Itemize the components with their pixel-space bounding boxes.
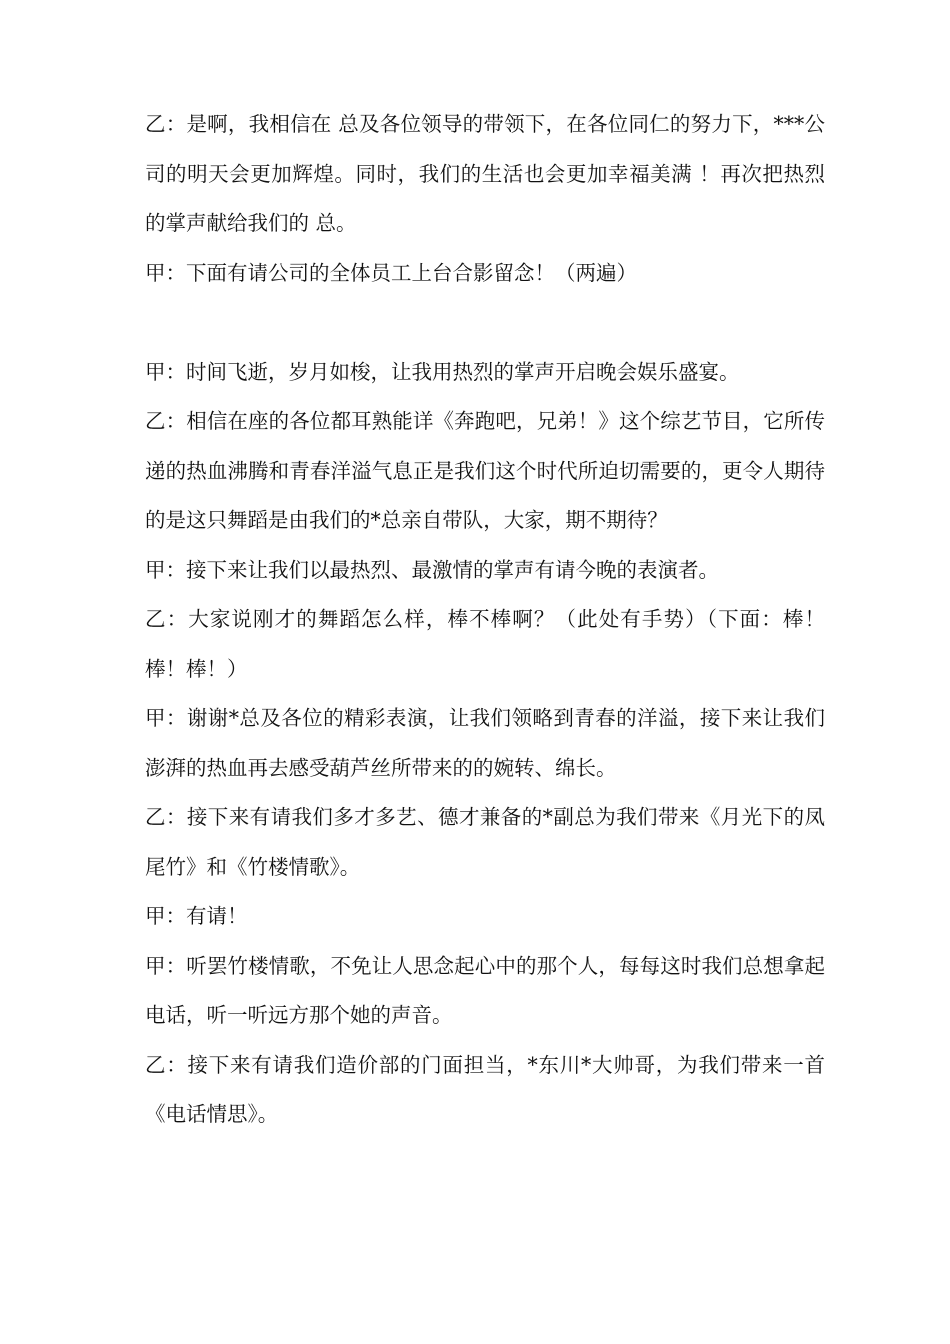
dialogue-paragraph: 甲：有请！ [145,904,248,928]
dialogue-paragraph: 乙：接下来有请我们多才多艺、德才兼备的*副总为我们带来《月光下的凤尾竹》和《竹楼情歌》。 [145,805,825,879]
document-body [145,100,825,1140]
dialogue-paragraph: 乙：是啊，我相信在 总及各位领导的带领下，在各位同仁的努力下，***公司的明天会更加辉煌。同时，我们的生活也会更加幸福美满 ！再次把热烈的掌声献给我们的 总。 [145,112,825,235]
dialogue-paragraph: 乙：大家说刚才的舞蹈怎么样，棒不棒啊？（此处有手势）（下面：棒！棒！棒！） [145,607,825,681]
dialogue-paragraph: 甲：听罢竹楼情歌，不免让人思念起心中的那个人，每每这时我们总想拿起电话，听一听远方那个她的声音。 [145,953,825,1027]
paragraph-gap [145,298,825,348]
dialogue-paragraph: 甲：下面有请公司的全体员工上台合影留念！（两遍） [145,260,637,285]
dialogue-paragraph: 乙：相信在座的各位都耳熟能详《奔跑吧，兄弟！》这个综艺节目，它所传递的热血沸腾和青春洋溢气息正是我们这个时代所迫切需要的，更令人期待的是这只舞蹈是由我们的*总亲自带队，大家，期不期待？ [145,409,825,532]
dialogue-paragraph: 甲：时间飞逝，岁月如梭，让我用热烈的掌声开启晚会娱乐盛宴。 [145,359,740,384]
dialogue-paragraph: 甲：谢谢*总及各位的精彩表演，让我们领略到青春的洋溢，接下来让我们澎湃的热血再去感受葫芦丝所带来的的婉转、绵长。 [145,706,825,780]
dialogue-paragraph: 甲：接下来让我们以最热烈、最激情的掌声有请今晚的表演者。 [145,557,719,582]
dialogue-paragraph: 乙：接下来有请我们造价部的门面担当，*东川*大帅哥，为我们带来一首《电话情思》。 [145,1052,825,1126]
